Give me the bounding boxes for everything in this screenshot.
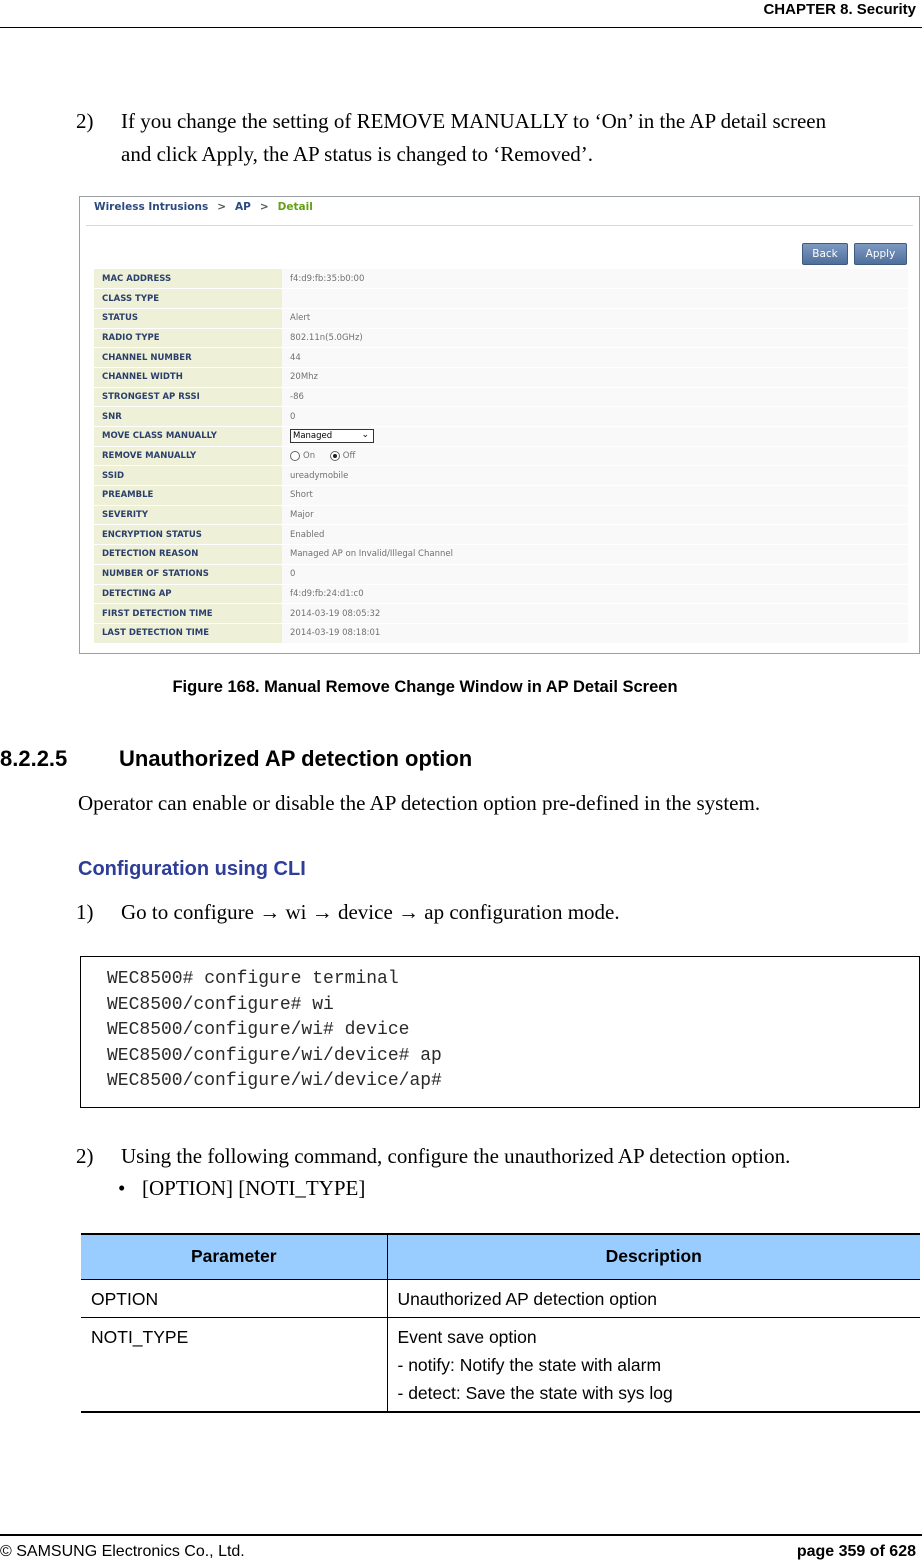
row-value: f4:d9:fb:35:b0:00	[282, 269, 908, 289]
footer-copyright: © SAMSUNG Electronics Co., Ltd.	[0, 1543, 245, 1560]
apply-button[interactable]: Apply	[854, 243, 907, 265]
row-value: 20Mhz	[282, 367, 908, 387]
table-row	[94, 387, 908, 407]
step-text-line1: If you change the setting of REMOVE MANUALLY to ‘On’ in the AP detail screen	[121, 109, 827, 133]
param-name: OPTION	[81, 1279, 387, 1317]
table-row	[94, 564, 908, 584]
footer-page-number: page 359 of 628	[796, 1543, 916, 1560]
step-text: Go to configure → wi → device → ap configuration mode.	[121, 900, 620, 924]
code-line: WEC8500/configure/wi# device	[107, 1020, 410, 1040]
row-label: DETECTION REASON	[94, 545, 282, 565]
description-line: - notify: Notify the state with alarm	[397, 1354, 662, 1375]
row-label: SSID	[94, 466, 282, 486]
row-label: REMOVE MANUALLY	[94, 446, 282, 466]
bullet-text: [OPTION] [NOTI_TYPE]	[142, 1176, 366, 1200]
row-value: 0	[282, 564, 908, 584]
param-name: NOTI_TYPE	[81, 1317, 387, 1412]
cli-code-block	[80, 956, 920, 1108]
cli-heading: Configuration using CLI	[78, 858, 306, 880]
row-value: 2014-03-19 08:05:32	[282, 604, 908, 624]
divider	[86, 225, 913, 226]
row-label: PREAMBLE	[94, 486, 282, 506]
remove-on-label: On	[303, 450, 316, 461]
param-description	[387, 1279, 920, 1317]
step-number: 2)	[76, 1144, 94, 1168]
header-description: Description	[387, 1234, 920, 1279]
remove-off-label: Off	[342, 450, 356, 461]
row-label: SEVERITY	[94, 505, 282, 525]
back-button[interactable]: Back	[802, 243, 848, 265]
row-label: SNR	[94, 407, 282, 427]
row-value: -86	[282, 387, 908, 407]
row-label: CLASS TYPE	[94, 289, 282, 309]
move-class-select[interactable]	[290, 429, 374, 443]
code-line: WEC8500# configure terminal	[107, 969, 399, 989]
row-value: Managed AP on Invalid/Illegal Channel	[282, 545, 908, 565]
row-value: 0	[282, 407, 908, 427]
remove-off-radio[interactable]	[330, 451, 340, 461]
table-row	[94, 584, 908, 604]
row-value: 44	[282, 348, 908, 368]
step-number: 2)	[76, 109, 94, 133]
step-text: Using the following command, configure the unauthorized AP detection option.	[121, 1144, 791, 1168]
table-row	[94, 289, 908, 309]
table-header-row	[81, 1234, 920, 1279]
code-line: WEC8500/configure# wi	[107, 995, 334, 1015]
breadcrumb-separator: >	[217, 201, 227, 213]
chevron-down-icon: ⌄	[361, 430, 369, 441]
row-value: 802.11n(5.0GHz)	[282, 328, 908, 348]
step-text-line2: and click Apply, the AP status is changed to ‘Removed’.	[121, 142, 594, 166]
table-row	[94, 407, 908, 427]
table-row	[94, 348, 908, 368]
row-label: NUMBER OF STATIONS	[94, 564, 282, 584]
description-line: - detect: Save the state with sys log	[397, 1382, 673, 1403]
parameter-table	[81, 1233, 920, 1413]
chapter-title: CHAPTER 8. Security	[763, 1, 916, 18]
row-value: Enabled	[282, 525, 908, 545]
row-value: 2014-03-19 08:18:01	[282, 623, 908, 643]
breadcrumb-separator: >	[259, 201, 269, 213]
table-row	[94, 308, 908, 328]
row-label: STRONGEST AP RSSI	[94, 387, 282, 407]
section-title: Unauthorized AP detection option	[119, 746, 473, 771]
table-row	[94, 328, 908, 348]
chapter-header	[0, 0, 922, 28]
ap-detail-screenshot	[79, 196, 920, 654]
intro-paragraph: Operator can enable or disable the AP detection option pre-defined in the system.	[78, 791, 761, 815]
figure-caption: Figure 168. Manual Remove Change Window in AP Detail Screen	[172, 678, 678, 696]
breadcrumb-detail: Detail	[277, 201, 313, 213]
row-label: CHANNEL WIDTH	[94, 367, 282, 387]
row-value: f4:d9:fb:24:d1:c0	[282, 584, 908, 604]
description-line: Unauthorized AP detection option	[397, 1288, 657, 1309]
row-label: ENCRYPTION STATUS	[94, 525, 282, 545]
step-remove-manually	[76, 105, 916, 171]
row-label: MAC ADDRESS	[94, 269, 282, 289]
row-value: Major	[282, 505, 908, 525]
table-row	[94, 623, 908, 643]
remove-on-radio[interactable]	[290, 451, 300, 461]
row-value	[282, 289, 908, 309]
row-label: DETECTING AP	[94, 584, 282, 604]
step-command	[76, 1140, 916, 1173]
row-value: Short	[282, 486, 908, 506]
table-row	[94, 466, 908, 486]
row-label: CHANNEL NUMBER	[94, 348, 282, 368]
table-row	[94, 446, 908, 466]
table-row	[94, 367, 908, 387]
row-value	[282, 446, 908, 466]
row-label: STATUS	[94, 308, 282, 328]
section-number: 8.2.2.5	[0, 746, 68, 771]
row-label: RADIO TYPE	[94, 328, 282, 348]
param-description	[387, 1317, 920, 1412]
row-value	[282, 427, 908, 447]
table-row	[94, 505, 908, 525]
footer-divider	[0, 1534, 922, 1536]
breadcrumb	[94, 201, 313, 213]
row-label: FIRST DETECTION TIME	[94, 604, 282, 624]
step-number: 1)	[76, 900, 94, 924]
header-parameter: Parameter	[81, 1234, 387, 1279]
table-row	[81, 1317, 920, 1412]
table-row	[94, 269, 908, 289]
description-line: Event save option	[397, 1326, 537, 1347]
row-value: Alert	[282, 308, 908, 328]
table-row	[94, 427, 908, 447]
table-row	[81, 1279, 920, 1317]
row-label: MOVE CLASS MANUALLY	[94, 427, 282, 447]
table-row	[94, 486, 908, 506]
code-line: WEC8500/configure/wi/device/ap#	[107, 1071, 442, 1091]
breadcrumb-ap[interactable]: AP	[235, 201, 251, 213]
row-value: ureadymobile	[282, 466, 908, 486]
ap-detail-table	[94, 269, 908, 644]
table-row	[94, 525, 908, 545]
code-line: WEC8500/configure/wi/device# ap	[107, 1046, 442, 1066]
table-row	[94, 545, 908, 565]
row-label: LAST DETECTION TIME	[94, 623, 282, 643]
breadcrumb-wireless-intrusions[interactable]: Wireless Intrusions	[94, 201, 209, 213]
move-class-selected: Managed	[293, 431, 333, 442]
table-row	[94, 604, 908, 624]
step-configure	[76, 896, 916, 929]
bullet-icon: •	[118, 1176, 126, 1200]
